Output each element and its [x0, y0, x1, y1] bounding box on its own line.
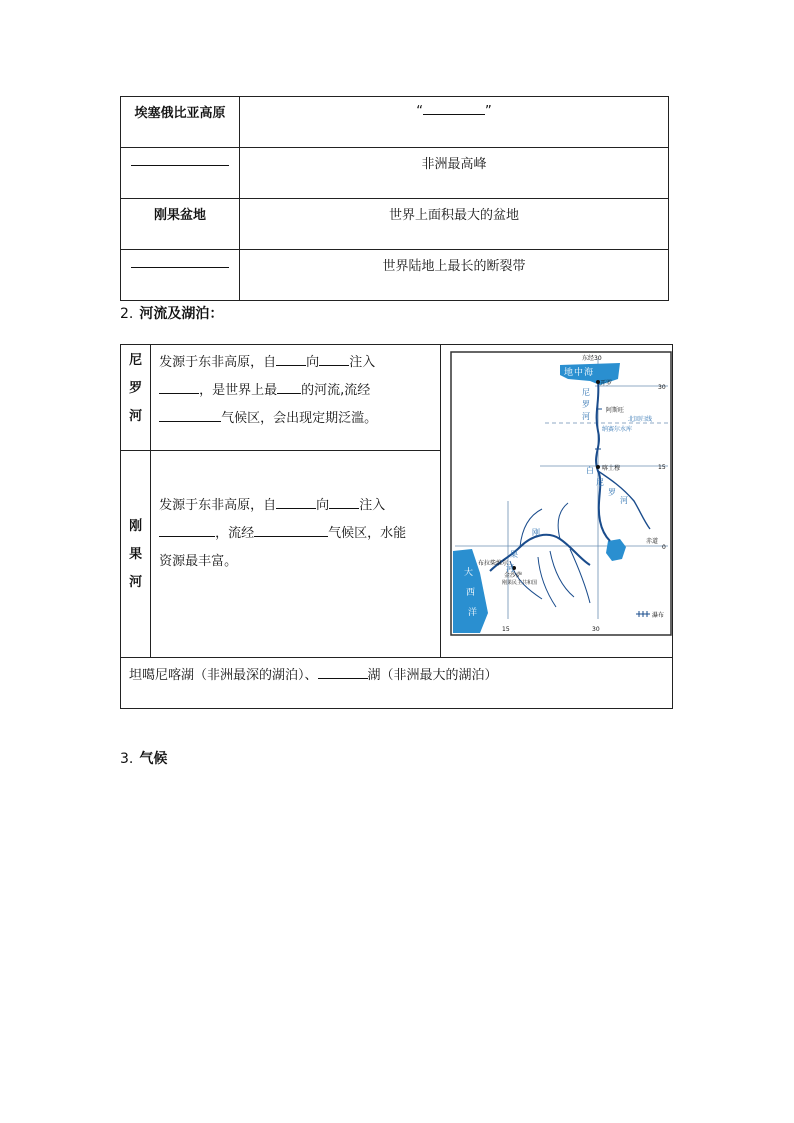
congo-char: 果: [509, 550, 518, 559]
river-name-nile: 尼 罗 河: [121, 345, 151, 451]
lon-30-top-label: 东经30: [581, 355, 602, 362]
lat-15-label: 15: [657, 464, 666, 471]
landform-name-cell: [121, 250, 240, 301]
close-quote: ”: [485, 104, 492, 119]
lat-0-label: 0: [661, 544, 666, 551]
brazzaville-label: 布拉柴维尔: [477, 560, 508, 567]
khartoum-dot: [596, 465, 600, 469]
africa-rivers-map: [450, 351, 672, 637]
answer-blank[interactable]: [159, 409, 221, 422]
aswan-label: 阿斯旺: [605, 407, 624, 414]
nile-char: 罗: [581, 400, 590, 409]
white-nile-char: 白: [585, 466, 594, 475]
river-name-congo: 刚 果 河: [121, 451, 151, 658]
section-heading-rivers: 2. 河流及湖泊：: [120, 306, 224, 322]
landform-feature-cell: 世界上面积最大的盆地: [240, 199, 669, 250]
sea-char: 地: [563, 368, 573, 378]
answer-blank[interactable]: [159, 524, 215, 537]
sea-char: 中: [573, 368, 583, 378]
lon-15-label: 15: [501, 626, 510, 633]
lon-30-label: 30: [591, 626, 600, 633]
ocean-char: 洋: [467, 608, 477, 618]
kinshasa-label: 金沙萨: [503, 572, 522, 579]
landform-feature-cell: 世界陆地上最长的断裂带: [240, 250, 669, 301]
answer-blank[interactable]: [131, 153, 229, 166]
white-nile-char: 尼: [595, 478, 604, 487]
answer-blank[interactable]: [254, 524, 328, 537]
open-quote: “: [416, 104, 423, 119]
landform-feature-cell: 非洲最高峰: [240, 148, 669, 199]
cairo-label: 开罗: [599, 380, 612, 387]
congo-char: 刚: [531, 528, 540, 537]
table-row: [121, 345, 673, 451]
map-frame: [451, 352, 671, 635]
landform-feature-cell: [240, 97, 669, 148]
drc-label: 刚果民主共和国: [501, 580, 537, 586]
africa-rivers-map-cell: [440, 345, 672, 658]
answer-blank[interactable]: [276, 353, 306, 366]
congo-char: 河: [505, 564, 514, 573]
ocean-char: 大: [463, 568, 473, 578]
lakes-row: 坦噶尼喀湖（非洲最深的湖泊）、 湖（非洲最大的湖泊）: [121, 658, 673, 709]
khartoum-label: 喀土穆: [601, 465, 620, 472]
nile-char: 河: [581, 412, 590, 421]
tropic-label: 北回归线: [627, 416, 652, 423]
white-nile-char: 河: [619, 496, 628, 505]
answer-blank[interactable]: [318, 666, 368, 679]
lat-30-label: 30: [657, 384, 666, 391]
table-row: [121, 97, 669, 148]
waterfall-label: 瀑布: [651, 612, 664, 619]
table-row: [121, 658, 673, 709]
landform-name-cell: 刚果盆地: [121, 199, 240, 250]
table-row: [121, 148, 669, 199]
landform-name-cell: [121, 148, 240, 199]
answer-blank[interactable]: [159, 381, 199, 394]
section-heading-climate: 3. 气候: [120, 751, 168, 767]
sea-char: 海: [583, 368, 593, 378]
landforms-table: [120, 96, 669, 301]
answer-blank[interactable]: [277, 381, 301, 394]
landform-name-cell: 埃塞俄比亚高原: [121, 97, 240, 148]
nile-description: 发源于东非高原，自 向 注入 ，是世界上最 的河流,流经 气候区，会出现定期泛滥。: [151, 345, 441, 451]
rivers-table: [120, 344, 673, 709]
nile-char: 尼: [581, 388, 590, 397]
table-row: [121, 250, 669, 301]
answer-blank[interactable]: [319, 353, 349, 366]
congo-description: 发源于东非高原，自 向 注入 ，流经 气候区，水能 资源最丰富。: [151, 451, 441, 658]
answer-blank[interactable]: [329, 496, 359, 509]
table-row: [121, 199, 669, 250]
answer-blank[interactable]: [423, 102, 485, 115]
white-nile-char: 罗: [607, 488, 616, 497]
equator-label: 赤道: [645, 538, 658, 545]
answer-blank[interactable]: [276, 496, 316, 509]
answer-blank[interactable]: [131, 255, 229, 268]
dam-label: 纳赛尔水库: [601, 426, 632, 433]
ocean-char: 西: [465, 588, 475, 598]
